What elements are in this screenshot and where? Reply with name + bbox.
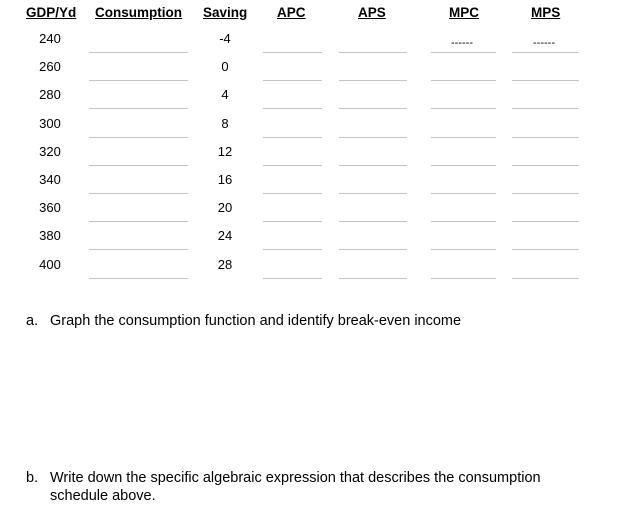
header-aps: APS [358,5,386,20]
gdp-cell: 340 [39,172,61,187]
saving-cell: 12 [217,144,233,159]
gdp-cell: 260 [39,59,61,74]
apc-answer-blank[interactable] [263,165,322,166]
mps-answer-blank[interactable] [512,193,579,194]
mps-answer-blank[interactable] [512,221,579,222]
question-a [26,312,626,332]
question-a-label: a. [26,313,39,329]
consumption-answer-blank[interactable] [89,249,188,250]
apc-answer-blank[interactable] [263,80,322,81]
mps-answer-blank[interactable] [512,249,579,250]
aps-answer-blank[interactable] [339,221,407,222]
mps-answer-blank[interactable] [512,165,579,166]
header-consumption: Consumption [95,5,182,20]
mpc-first-row-dashes: ------ [451,37,473,49]
apc-answer-blank[interactable] [263,221,322,222]
consumption-answer-blank[interactable] [89,52,188,53]
aps-answer-blank[interactable] [339,80,407,81]
gdp-cell: 240 [39,31,61,46]
consumption-answer-blank[interactable] [89,221,188,222]
saving-cell: 24 [217,228,233,243]
consumption-answer-blank[interactable] [89,278,188,279]
mpc-answer-blank[interactable] [431,137,496,138]
mpc-answer-blank[interactable] [431,108,496,109]
saving-cell: 8 [221,116,229,131]
saving-cell: -4 [219,31,231,46]
saving-cell: 28 [217,257,233,272]
apc-answer-blank[interactable] [263,108,322,109]
saving-cell: 4 [221,87,229,102]
apc-answer-blank[interactable] [263,249,322,250]
gdp-cell: 380 [39,228,61,243]
aps-answer-blank[interactable] [339,165,407,166]
apc-answer-blank[interactable] [263,52,322,53]
mps-answer-blank[interactable] [512,52,579,53]
mpc-answer-blank[interactable] [431,278,496,279]
question-b-text-line2: schedule above. [50,488,156,504]
header-gdp-yd: GDP/Yd [26,5,77,20]
mpc-answer-blank[interactable] [431,249,496,250]
aps-answer-blank[interactable] [339,108,407,109]
mpc-answer-blank[interactable] [431,193,496,194]
gdp-cell: 400 [39,257,61,272]
header-mps: MPS [531,5,561,20]
saving-cell: 0 [221,59,229,74]
mps-answer-blank[interactable] [512,137,579,138]
header-mpc: MPC [449,5,479,20]
consumption-answer-blank[interactable] [89,108,188,109]
gdp-cell: 360 [39,200,61,215]
mpc-answer-blank[interactable] [431,80,496,81]
mps-first-row-dashes: ------ [533,37,555,49]
gdp-cell: 320 [39,144,61,159]
consumption-answer-blank[interactable] [89,165,188,166]
mpc-answer-blank[interactable] [431,52,496,53]
consumption-answer-blank[interactable] [89,137,188,138]
aps-answer-blank[interactable] [339,278,407,279]
mps-answer-blank[interactable] [512,108,579,109]
gdp-cell: 300 [39,116,61,131]
header-apc: APC [277,5,306,20]
question-b-text-line1: Write down the specific algebraic expression that describes the consumption [50,470,541,486]
question-b-label: b. [26,470,39,486]
mps-answer-blank[interactable] [512,278,579,279]
mps-answer-blank[interactable] [512,80,579,81]
saving-cell: 16 [217,172,233,187]
mpc-answer-blank[interactable] [431,221,496,222]
question-b [26,469,626,509]
header-saving: Saving [203,5,248,20]
consumption-answer-blank[interactable] [89,80,188,81]
aps-answer-blank[interactable] [339,193,407,194]
saving-cell: 20 [217,200,233,215]
apc-answer-blank[interactable] [263,278,322,279]
mpc-answer-blank[interactable] [431,165,496,166]
gdp-cell: 280 [39,87,61,102]
aps-answer-blank[interactable] [339,249,407,250]
question-a-text: Graph the consumption function and identify break-even income [50,313,462,329]
apc-answer-blank[interactable] [263,193,322,194]
aps-answer-blank[interactable] [339,137,407,138]
aps-answer-blank[interactable] [339,52,407,53]
apc-answer-blank[interactable] [263,137,322,138]
consumption-answer-blank[interactable] [89,193,188,194]
